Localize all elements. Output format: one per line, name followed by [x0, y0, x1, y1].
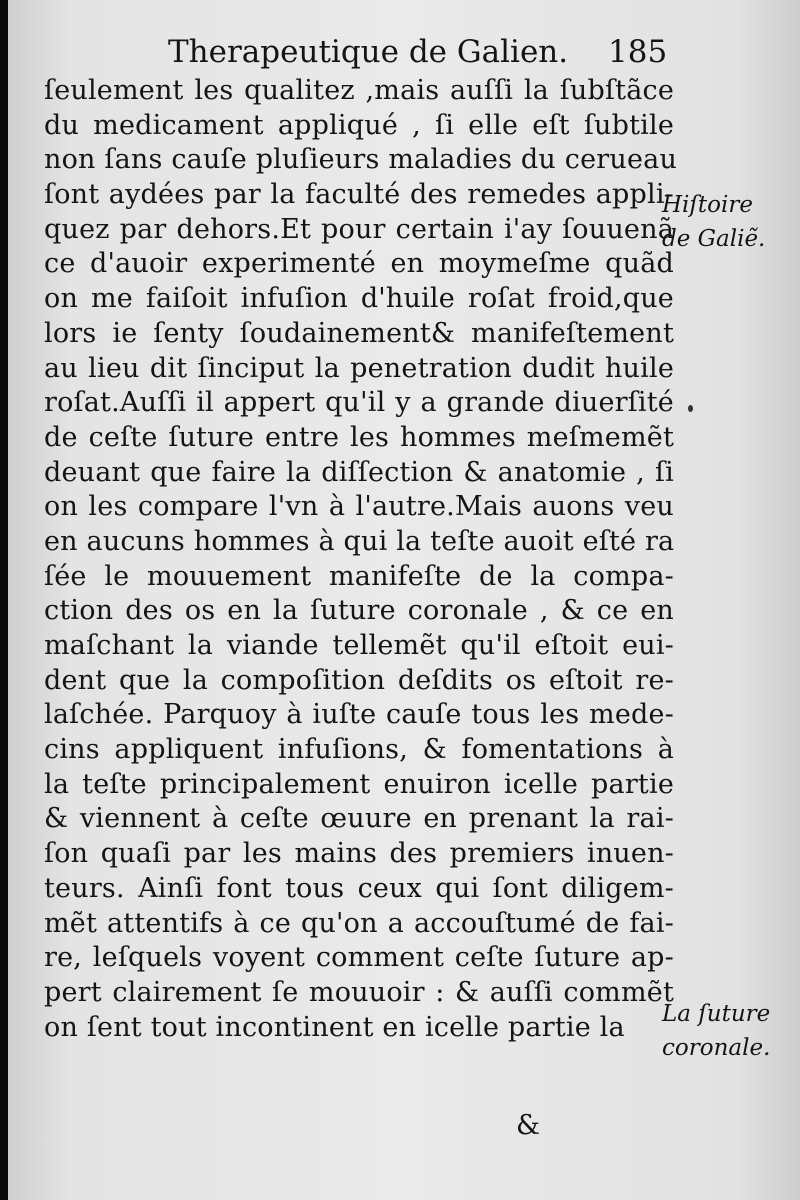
text-line: deuant que faire la diſſection & anatomie , ſi — [44, 456, 674, 488]
text-line: mẽt attentifs à ce qu'on a accouſtumé de fai- — [44, 907, 674, 939]
margin-note-line: La ſuture — [662, 1001, 771, 1027]
text-line: maſchant la viande tellemẽt qu'il eſtoit eui- — [44, 630, 674, 661]
text-line: laſchée. Parquoy à iuſte cauſe tous les mede- — [44, 699, 674, 731]
text-line: dent que la compoſition deſdits os eſtoit re- — [44, 664, 674, 696]
text-line: teurs. Ainſi font tous ceux qui ſont diligem- — [44, 872, 674, 904]
text-line: cins appliquent infuſions, & fomentations à — [44, 734, 674, 766]
text-line: en aucuns hommes à qui la teſte auoit eſté ra — [44, 525, 675, 557]
text-line: non ſans cauſe pluſieurs maladies du cerueau — [44, 144, 678, 176]
text-line: roſat.Auſſi il appert qu'il y a grande diuerſité — [44, 387, 674, 419]
text-line: on les compare l'vn à l'autre.Mais auons veu — [44, 491, 674, 523]
running-title: Therapeutique de Galien. — [168, 34, 569, 70]
text-line: quez par dehors.Et pour certain i'ay ſouuenã — [44, 213, 674, 245]
margin-note-suture — [662, 997, 800, 1065]
text-line: du medicament appliqué , ſi elle eſt ſubtile — [44, 109, 674, 141]
text-line: ſont aydées par la faculté des remedes appli- — [44, 179, 674, 211]
margin-note-histoire — [662, 188, 800, 256]
text-line: de ceſte ſuture entre les hommes meſmemẽt — [44, 421, 674, 453]
body-text — [44, 74, 678, 1045]
text-line: ce d'auoir experimenté en moymeſme quãd — [44, 248, 674, 280]
text-line: pert clairement ſe mouuoir : & auſſi commẽt — [44, 976, 674, 1008]
text-line: au lieu dit ſinciput la penetration dudit huile — [44, 352, 674, 384]
margin-note-line: de Galiẽ. — [662, 226, 766, 252]
text-line: lors ie ſenty ſoudainement& manifeſtement — [44, 317, 674, 349]
text-line: ſeulement les qualitez ,mais auſſi la ſubſtãce — [44, 75, 674, 106]
catchword: & — [516, 1110, 541, 1141]
text-line: ction des os en la ſuture coronale , & ce en — [44, 595, 674, 627]
text-line: on me faiſoit infuſion d'huile roſat froid,que — [44, 283, 674, 315]
ink-speck — [688, 405, 693, 412]
text-line: on ſent tout incontinent en icelle partie la — [44, 1011, 625, 1043]
page-number: 185 — [608, 34, 668, 70]
margin-note-line: Hiſtoire — [662, 192, 753, 218]
running-header — [168, 34, 668, 74]
text-line: re, leſquels voyent comment ceſte ſuture ap- — [44, 942, 674, 974]
text-line: ſée le mouuement manifeſte de la compa- — [44, 560, 674, 592]
text-line: & viennent à ceſte œuure en prenant la rai- — [44, 803, 674, 835]
book-page — [8, 0, 800, 1200]
margin-note-line: coronale. — [662, 1035, 771, 1061]
text-line: ſon quaſi par les mains des premiers inuen- — [44, 838, 674, 870]
text-line: la teſte principalement enuiron icelle partie — [44, 768, 674, 800]
